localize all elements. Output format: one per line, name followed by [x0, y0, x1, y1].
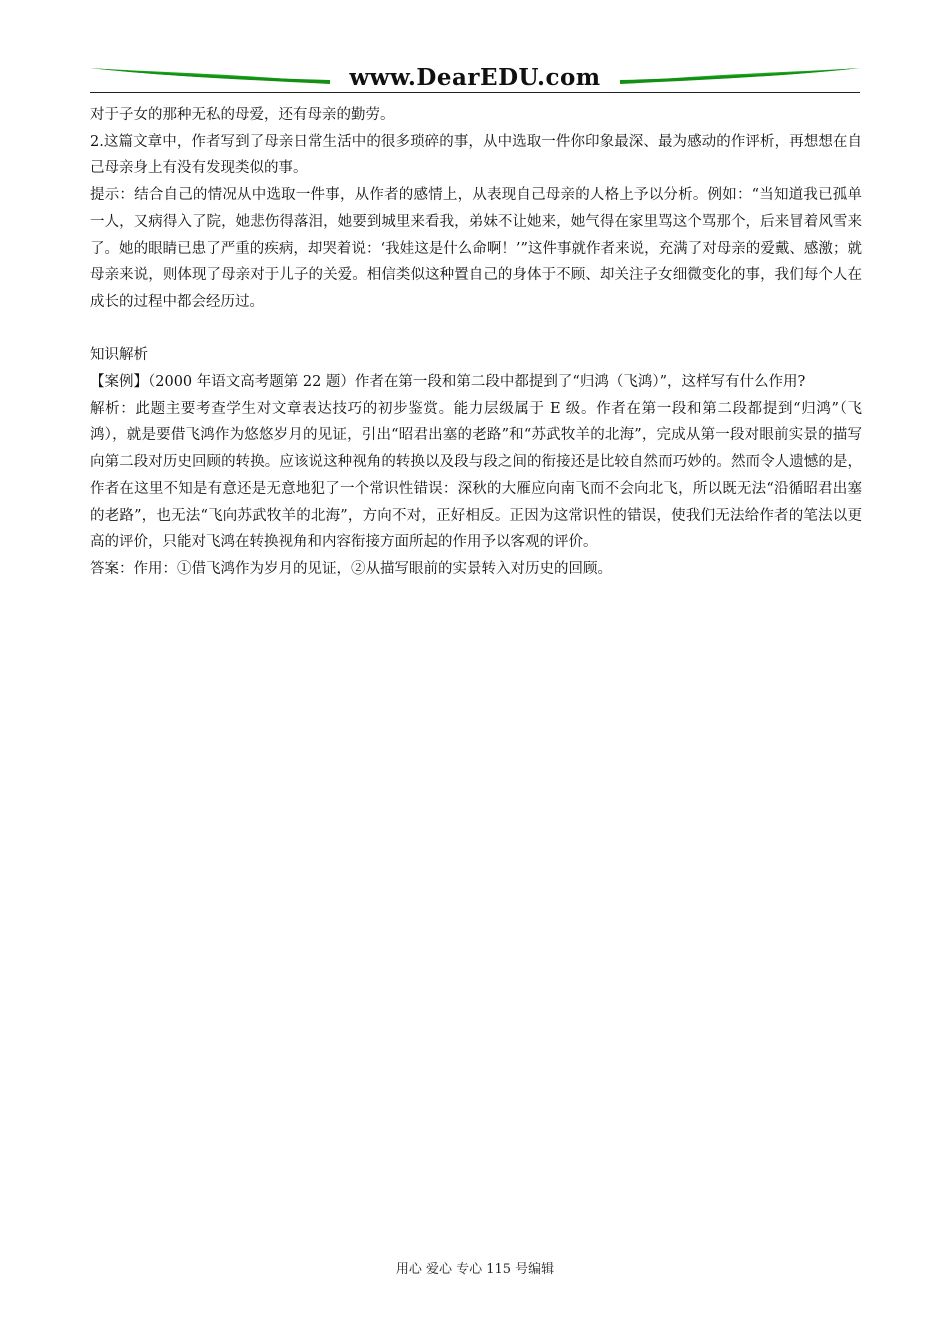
section-title: 知识解析 — [90, 347, 148, 364]
question-2: 2.这篇文章中，作者写到了母亲日常生活中的很多琐碎的事，从中选取一件你印象最深、最为感动的作评析，再想想在自己母亲身上有没有发现类似的事。 — [90, 133, 862, 177]
document-body — [90, 102, 862, 583]
page-footer: 用心 爱心 专心 115 号编辑 — [395, 1262, 555, 1277]
hint-paragraph: 提示：结合自己的情况从中选取一件事，从作者的感情上，从表现自己母亲的人格上予以分析。例如：“当知道我已孤单一人，又病得入了院，她悲伤得落泪，她要到城里来看我，弟妹不让她来，她气得在家里骂这个骂那个，后来冒着风雪来了。她的眼睛已患了严重的疾病，却哭着说：‘我娃这是什么命啊！’”这件事就作者来说，充满了对母亲的爱戴、感激；就母亲来说，则体现了母亲对于儿子的关爱。相信类似这种置自己的身体于不顾、却关注子女细微变化的事，我们每个人在成长的过程中都会经历过。 — [90, 187, 862, 310]
analysis-paragraph: 解析：此题主要考查学生对文章表达技巧的初步鉴赏。能力层级属于 E 级。作者在第一段和第二段都提到“归鸿”（飞鸿），就是要借飞鸿作为悠悠岁月的见证，引出“昭君出塞的老路”和“苏武牧羊的北海”，完成从第一段对眼前实景的描写向第二段对历史回顾的转换。应该说这种视角的转换以及段与段之间的衔接还是比较自然而巧妙的。然而令人遗憾的是，作者在这里不知是有意还是无意地犯了一个常识性错误：深秋的大雁应向南飞而不会向北飞，所以既无法“沿循昭君出塞的老路”，也无法“飞向苏武牧羊的北海”，方向不对，正好相反。正因为这常识性的错误，使我们无法给作者的笔法以更高的评价，只能对飞鸿在转换视角和内容衔接方面所起的作用予以客观的评价。 — [90, 400, 862, 551]
paragraph-continuation: 对于子女的那种无私的母爱，还有母亲的勤劳。 — [90, 107, 395, 123]
answer-paragraph: 答案：作用：①借飞鸿作为岁月的见证，②从描写眼前的实景转入对历史的回顾。 — [90, 560, 612, 577]
page-header — [90, 58, 860, 94]
header-rule — [90, 92, 860, 93]
case-question: 【案例】（2000 年语文高考题第 22 题）作者在第一段和第二段中都提到了“归鸿（飞鸿）”，这样写有什么作用? — [90, 374, 806, 391]
site-logo[interactable]: www.DearEDU.com — [349, 64, 601, 91]
paragraph-gap — [90, 316, 862, 343]
